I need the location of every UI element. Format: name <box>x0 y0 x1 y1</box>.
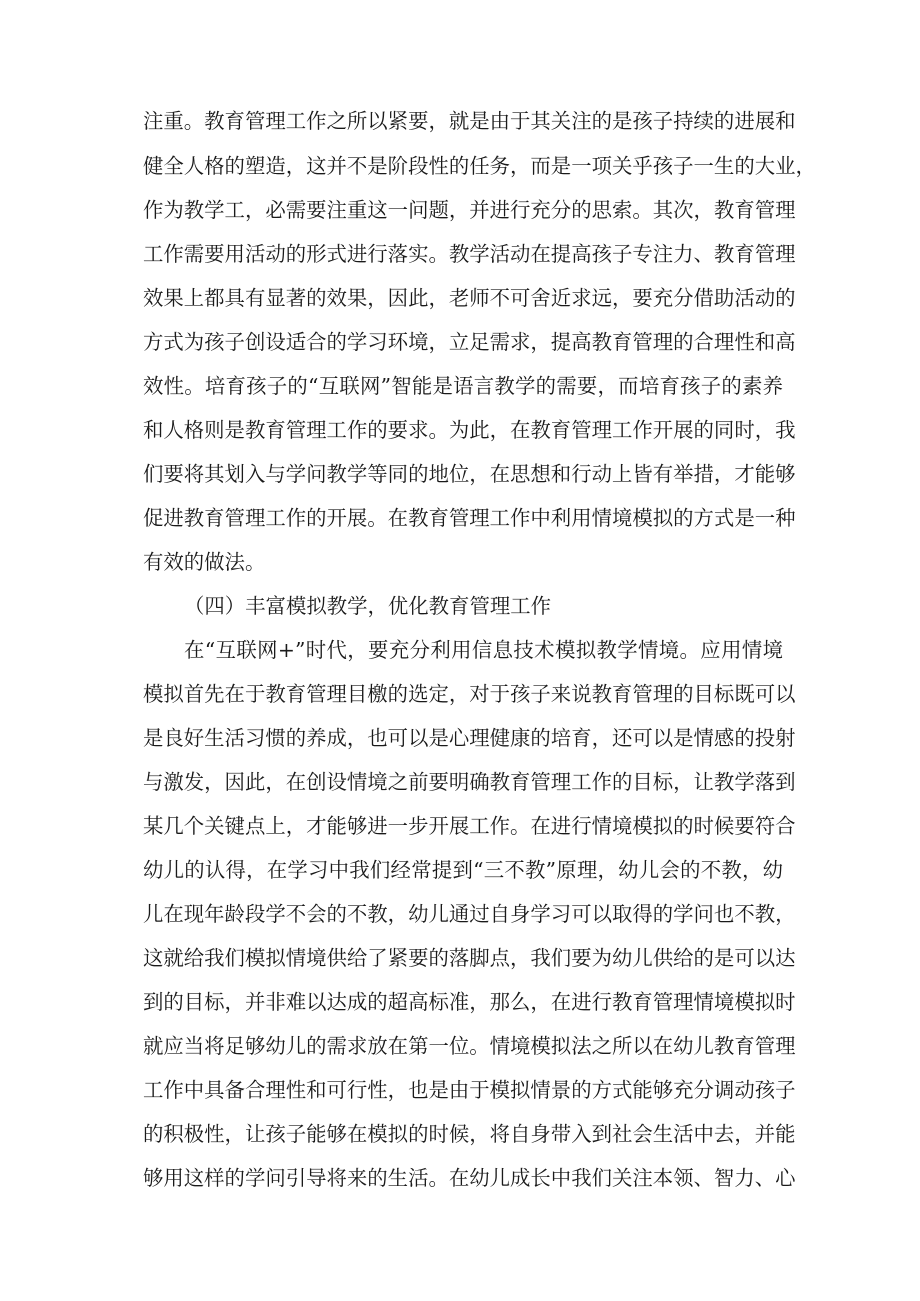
paragraph-1-line-9: 们要将其划入与学问教学等同的地位，在思想和行动上皆有举措，才能够 <box>143 462 796 486</box>
paragraph-2-line-13: 够用这样的学问引导将来的生活。在幼儿成长中我们关注本领、智力、心 <box>143 1166 796 1190</box>
paragraph-2-line-7: 儿在现年龄段学不会的不教，幼儿通过自身学习可以取得的学问也不教， <box>143 902 796 926</box>
paragraph-2-line-9: 到的目标，并非难以达成的超高标准，那么，在进行教育管理情境模拟时 <box>143 990 796 1014</box>
paragraph-1-line-1: 注重。教育管理工作之所以紧要，就是由于其关注的是孩子持续的进展和 <box>143 109 796 133</box>
paragraph-1-line-7: 效性。培育孩子的“互联网”智能是语言教学的需要，而培育孩子的素养 <box>143 374 783 398</box>
paragraph-1-line-11: 有效的做法。 <box>143 550 266 574</box>
paragraph-1-line-8: 和人格则是教育管理工作的要求。为此，在教育管理工作开展的同时，我 <box>143 418 796 442</box>
paragraph-2-line-11: 工作中具备合理性和可行性，也是由于模拟情景的方式能够充分调动孩子 <box>143 1078 796 1102</box>
paragraph-2-line-8: 这就给我们模拟情境供给了紧要的落脚点，我们要为幼儿供给的是可以达 <box>143 946 796 970</box>
paragraph-2-line-12: 的积极性，让孩子能够在模拟的时候，将自身带入到社会生活中去，并能 <box>143 1122 796 1146</box>
paragraph-1-line-10: 促进教育管理工作的开展。在教育管理工作中利用情境模拟的方式是一种 <box>143 506 796 530</box>
paragraph-1-line-4: 工作需要用活动的形式进行落实。教学活动在提高孩子专注力、教育管理 <box>143 242 796 266</box>
paragraph-2-line-3: 是良好生活习惯的养成，也可以是心理健康的培育，还可以是情感的投射 <box>143 726 796 750</box>
paragraph-1-line-6: 方式为孩子创设适合的学习环境，立足需求，提高教育管理的合理性和高 <box>143 330 796 354</box>
paragraph-1-line-5: 效果上都具有显著的效果，因此，老师不可舍近求远，要充分借助活动的 <box>143 286 796 310</box>
paragraph-2-line-4: 与激发，因此，在创设情境之前要明确教育管理工作的目标，让教学落到 <box>143 770 796 794</box>
paragraph-2-line-6: 幼儿的认得，在学习中我们经常提到“三不教”原理，幼儿会的不教，幼 <box>143 858 783 882</box>
paragraph-2-line-2: 模拟首先在于教育管理目檄的选定，对于孩子来说教育管理的目标既可以 <box>143 682 796 706</box>
section-heading: （四）丰富模拟教学，优化教育管理工作 <box>184 594 552 618</box>
paragraph-2-line-5: 某几个关键点上，才能够进一步开展工作。在进行情境模拟的时候要符合 <box>143 814 796 838</box>
paragraph-1-line-2: 健全人格的塑造，这并不是阶段性的任务，而是一项关乎孩子一生的大业， <box>143 154 816 178</box>
paragraph-2-line-1: 在“互联网+”时代，要充分利用信息技术模拟教学情境。应用情境 <box>184 638 783 662</box>
paragraph-1-line-3: 作为教学工，必需要注重这一问题，并进行充分的思索。其次，教育管理 <box>143 198 796 222</box>
paragraph-2-line-10: 就应当将足够幼儿的需求放在第一位。情境模拟法之所以在幼儿教育管理 <box>143 1034 796 1058</box>
